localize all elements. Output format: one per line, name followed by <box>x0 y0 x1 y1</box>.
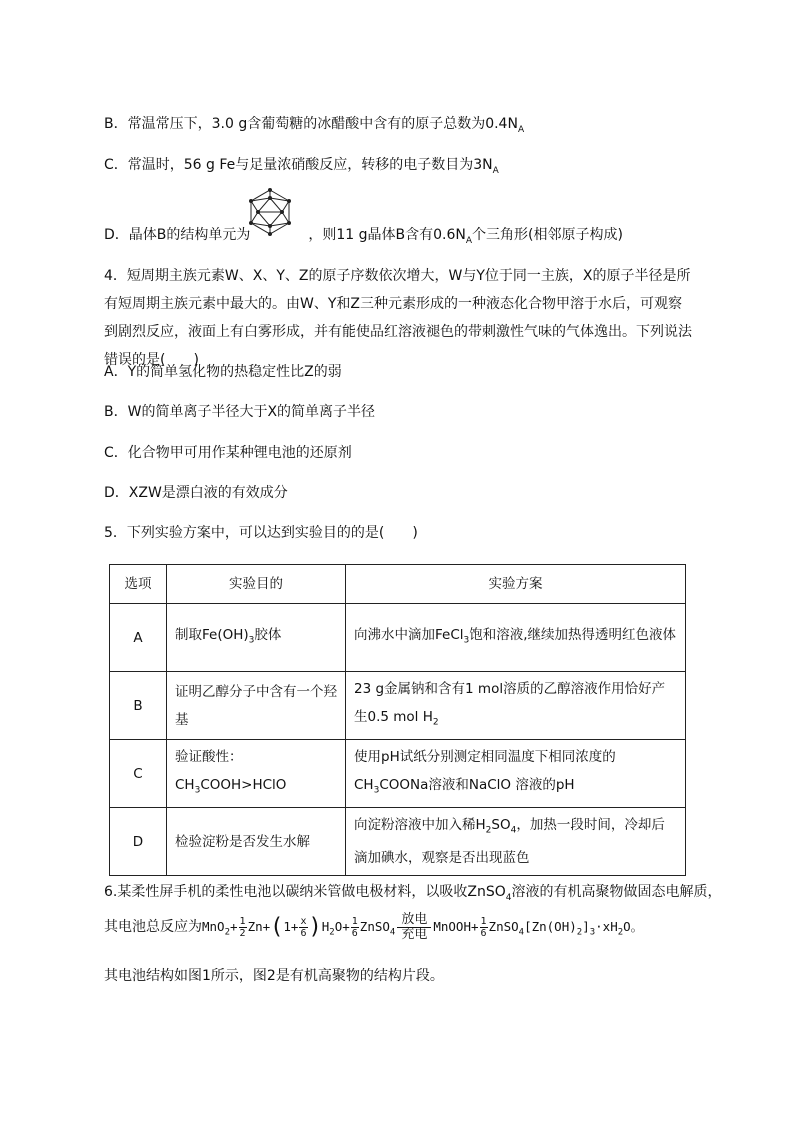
row-a-aim: 制取$Fe(OH)_3$胶体 <box>167 604 346 672</box>
row-b-plan: 23 g金属钠和含有1 mol溶质的乙醇溶液作用恰好产生0.5 mol $H_2$ <box>346 672 686 740</box>
q4-option-a: A．Y的简单氢化物的热稳定性比Z的弱 <box>104 364 342 380</box>
q3-option-c-text: C．常温时，56 g Fe与足量浓硝酸反应，转移的电子数目为3N <box>104 157 493 173</box>
q5-stem: 5．下列实验方案中，可以达到实验目的的是( ) <box>104 525 418 541</box>
fraction: $\frac{x}{6}$ <box>300 916 307 939</box>
table-header-row <box>110 565 686 604</box>
fraction: $\frac{1}{6}$ <box>351 916 358 939</box>
q3-option-d-before: D．晶体B的结构单元为 <box>104 227 251 243</box>
equation-lead: 其电池总反应为 <box>104 919 202 935</box>
row-a-plan: 向沸水中滴加FeCl$_3$饱和溶液,继续加热得透明红色液体 <box>346 604 686 672</box>
q3-option-b-text: B．常温常压下，3.0 g含葡萄糖的冰醋酸中含有的原子总数为0.4N <box>104 116 518 132</box>
q3-option-c-sub: A <box>492 165 499 176</box>
row-b-option: B <box>110 672 167 740</box>
row-c-option: C <box>110 740 167 808</box>
row-d-option: D <box>110 808 167 876</box>
icosahedron-structure-figure <box>246 188 294 236</box>
q6-equation-line <box>104 912 643 948</box>
row-c-aim: 验证酸性：$CH_3COOH>HClO$ <box>167 740 346 808</box>
table-row <box>110 740 686 808</box>
q4-option-c: C．化合物甲可用作某种锂电池的还原剂 <box>104 445 352 461</box>
fraction: $\frac{1}{6}$ <box>480 916 487 939</box>
q3-option-d-after2: 个三角形(相邻原子构成) <box>472 227 623 243</box>
table-header-option: 选项 <box>110 565 167 604</box>
q3-option-d-after1: ，则11 g晶体B含有0.6N <box>308 227 466 243</box>
fraction: $\frac{1}{2}$ <box>239 916 246 939</box>
q3-option-b-sub: A <box>517 124 525 135</box>
table-header-aim: 实验目的 <box>167 565 346 604</box>
q3-option-c <box>104 155 499 181</box>
row-d-aim: 检验淀粉是否发生水解 <box>167 808 346 876</box>
row-c-plan: 使用pH试纸分别测定相同温度下相同浓度的$CH_3COONa$溶液和NaClO 溶液的pH <box>346 740 686 808</box>
q3-option-d <box>104 225 623 251</box>
experiment-table <box>109 564 686 876</box>
table-row <box>110 672 686 740</box>
q4-stem: 4．短周期主族元素W、X、Y、Z的原子序数依次增大，W与Y位于同一主族，X的原子半径是所有短周期主族元素中最大的。由W、Y和Z三种元素形成的一种液态化合物甲溶于水后，可观察到剧烈反应，液面上有白雾形成，并有能使品红溶液褪色的带刺激性气味的气体逸出。下列说法错误的是( ) <box>104 268 692 368</box>
q3-option-d-sub: A <box>465 235 473 246</box>
q6-structure-text: 其电池结构如图1所示，图2是有机高聚物的结构片段。 <box>104 968 444 984</box>
reversible-arrow: 放电 充电 <box>397 913 431 942</box>
battery-equation: MnO$_2$+ $\frac{1}{2}$ Zn+(1+ $\frac{x}{6}$ )$H_2O+$ $\frac{1}{6}$ ZnSO$_4$ 放电 充电 MnOOH+ $\frac{1}{6}$ $ZnSO_4[Zn(OH)_2]_3\cdot xH_2O$。 <box>202 912 644 942</box>
q4-option-b: B．W的简单离子半径大于X的简单离子半径 <box>104 404 376 420</box>
table-row <box>110 604 686 672</box>
row-b-aim: 证明乙醇分子中含有一个羟基 <box>167 672 346 740</box>
table-header-plan: 实验方案 <box>346 565 686 604</box>
row-d-plan: 向淀粉溶液中加入稀$H_2SO_4$，加热一段时间，冷却后滴加碘水，观察是否出现蓝色 <box>346 808 686 876</box>
q4-option-d: D．XZW是漂白液的有效成分 <box>104 485 288 501</box>
row-a-option: A <box>110 604 167 672</box>
q6-intro: 6.某柔性屏手机的柔性电池以碳纳米管做电极材料，以吸收ZnSO$_4$溶液的有机高聚物做固态电解质， <box>104 884 722 903</box>
table-row <box>110 808 686 876</box>
q3-option-b <box>104 114 524 140</box>
